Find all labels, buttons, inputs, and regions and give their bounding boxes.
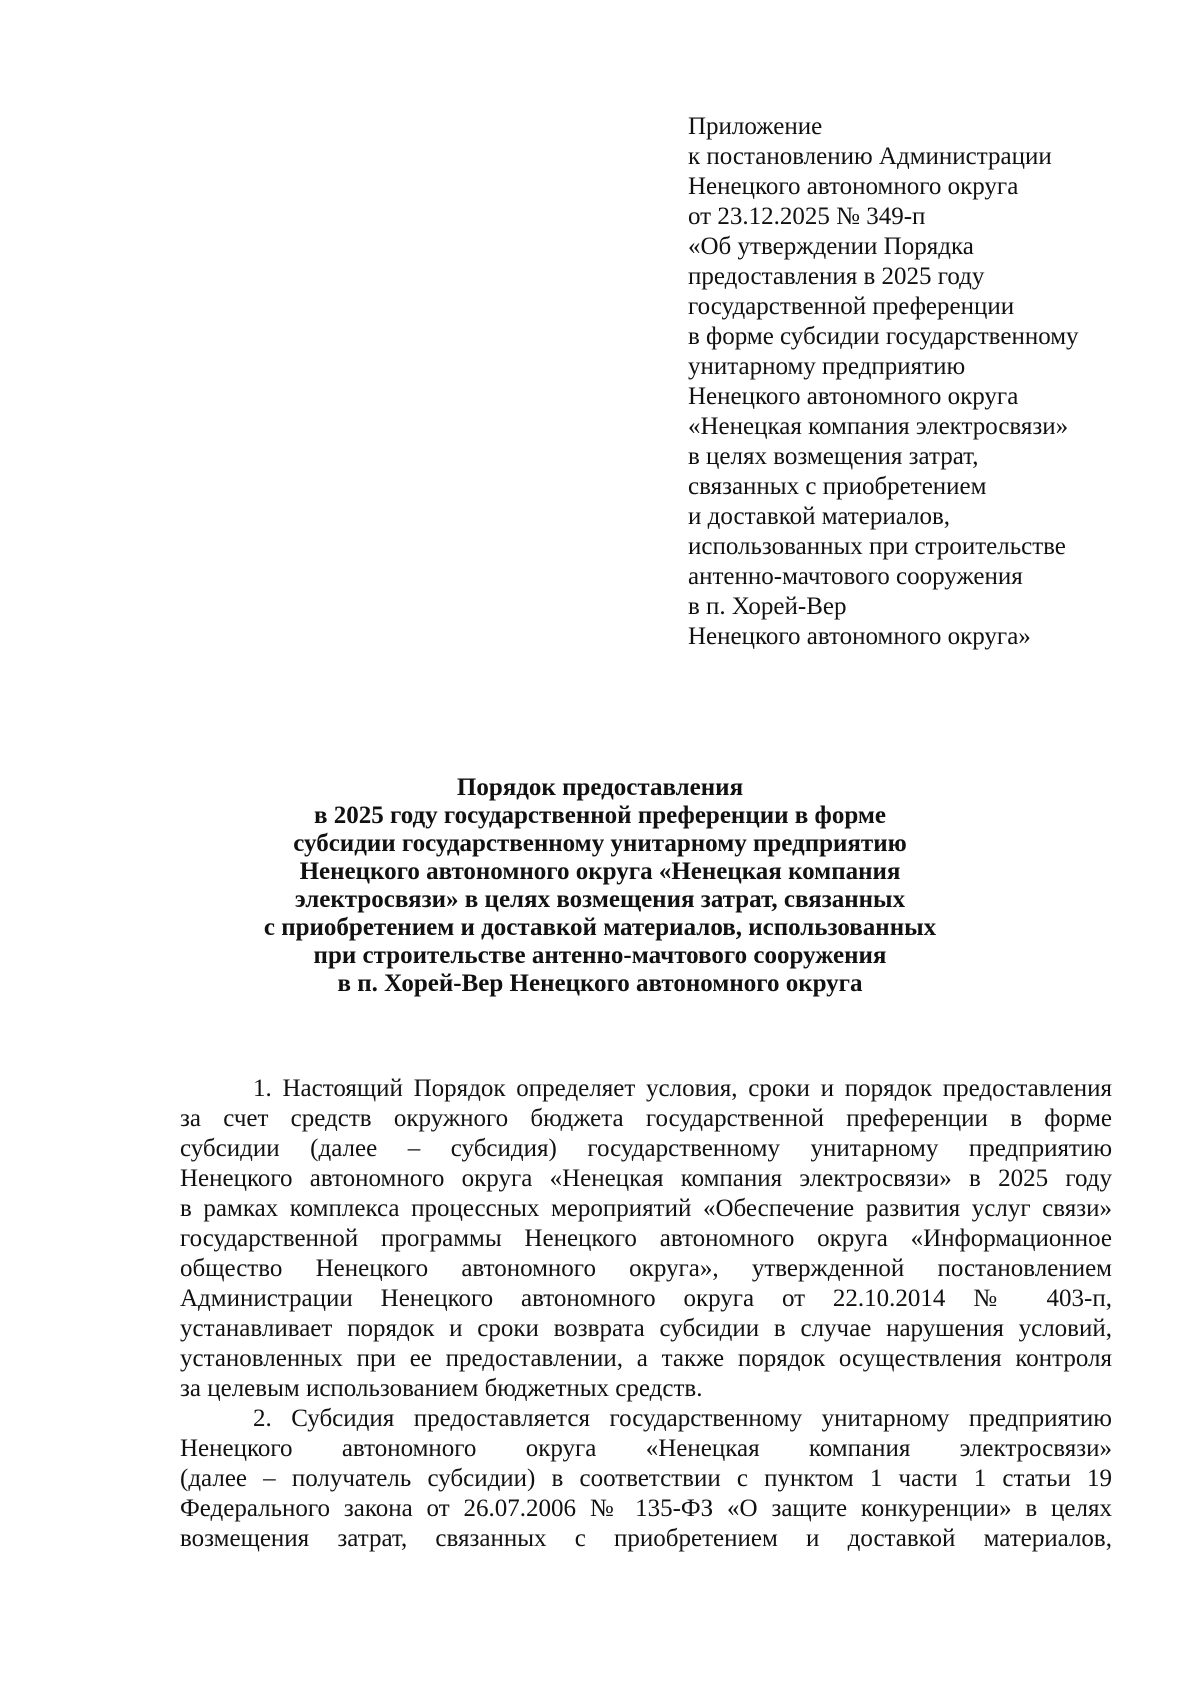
document-title <box>200 774 1000 998</box>
title-line: электросвязи» в целях возмещения затрат, связанных <box>294 886 906 913</box>
appendix-line: Ненецкого автономного округа» <box>688 623 1031 650</box>
appendix-line: и доставкой материалов, <box>688 503 951 530</box>
appendix-line: от 23.12.2025 № 349-п <box>688 203 926 230</box>
paragraph-line: Ненецкого автономного округа «Ненецкая компания электросвязи» <box>180 1435 1112 1462</box>
paragraph-line: за счет средств окружного бюджета государственной преференции в форме <box>180 1105 1112 1132</box>
appendix-line: в п. Хорей-Вер <box>688 593 847 620</box>
appendix-line: в форме субсидии государственному <box>688 323 1079 350</box>
appendix-header <box>688 112 1168 652</box>
appendix-line: к постановлению Администрации <box>688 143 1052 170</box>
paragraph-line: Администрации Ненецкого автономного округа от 22.10.2014 № 403-п, <box>180 1285 1112 1312</box>
paragraph-line: установленных при ее предоставлении, а также порядок осуществления контроля <box>180 1345 1112 1372</box>
title-line: в п. Хорей-Вер Ненецкого автономного округа <box>337 970 863 997</box>
document-body <box>180 1074 1112 1554</box>
appendix-line: Приложение <box>688 113 823 140</box>
appendix-line: использованных при строительстве <box>688 533 1066 560</box>
paragraph-line: за целевым использованием бюджетных средств. <box>180 1375 703 1402</box>
paragraph-line: (далее – получатель субсидии) в соответствии с пунктом 1 части 1 статьи 19 <box>180 1465 1112 1492</box>
appendix-line: в целях возмещения затрат, <box>688 443 979 470</box>
appendix-line: государственной преференции <box>688 293 1015 320</box>
paragraph-2 <box>180 1404 1112 1554</box>
appendix-line: предоставления в 2025 году <box>688 263 985 290</box>
title-line: Порядок предоставления <box>456 774 744 801</box>
title-line: в 2025 году государственной преференции в форме <box>314 802 886 829</box>
title-line: субсидии государственному унитарному предприятию <box>293 830 907 857</box>
paragraph-1 <box>180 1074 1112 1404</box>
paragraph-line: субсидии (далее – субсидия) государственному унитарному предприятию <box>180 1135 1112 1162</box>
appendix-line: «Об утверждении Порядка <box>688 233 974 260</box>
paragraph-line: Федерального закона от 26.07.2006 № 135-ФЗ «О защите конкуренции» в целях <box>180 1495 1112 1522</box>
title-line: Ненецкого автономного округа «Ненецкая компания <box>299 858 901 885</box>
paragraph-line: государственной программы Ненецкого автономного округа «Информационное <box>180 1225 1112 1252</box>
title-line: с приобретением и доставкой материалов, использованных <box>263 914 937 941</box>
paragraph-line: общество Ненецкого автономного округа», утвержденной постановлением <box>180 1255 1112 1282</box>
paragraph-line: в рамках комплекса процессных мероприятий «Обеспечение развития услуг связи» <box>180 1195 1112 1222</box>
paragraph-line: устанавливает порядок и сроки возврата субсидии в случае нарушения условий, <box>180 1315 1112 1342</box>
appendix-line: «Ненецкая компания электросвязи» <box>688 413 1069 440</box>
appendix-line: связанных с приобретением <box>688 473 987 500</box>
paragraph-line: 1. Настоящий Порядок определяет условия, сроки и порядок предоставления <box>253 1075 1112 1102</box>
paragraph-line: 2. Субсидия предоставляется государственному унитарному предприятию <box>253 1405 1112 1432</box>
paragraph-line: возмещения затрат, связанных с приобретением и доставкой материалов, <box>180 1525 1112 1552</box>
title-line: при строительстве антенно-мачтового сооружения <box>313 942 887 969</box>
appendix-line: Ненецкого автономного округа <box>688 173 1019 200</box>
appendix-line: Ненецкого автономного округа <box>688 383 1019 410</box>
paragraph-line: Ненецкого автономного округа «Ненецкая компания электросвязи» в 2025 году <box>180 1165 1112 1192</box>
appendix-line: унитарному предприятию <box>688 353 966 380</box>
appendix-line: антенно-мачтового сооружения <box>688 563 1023 590</box>
